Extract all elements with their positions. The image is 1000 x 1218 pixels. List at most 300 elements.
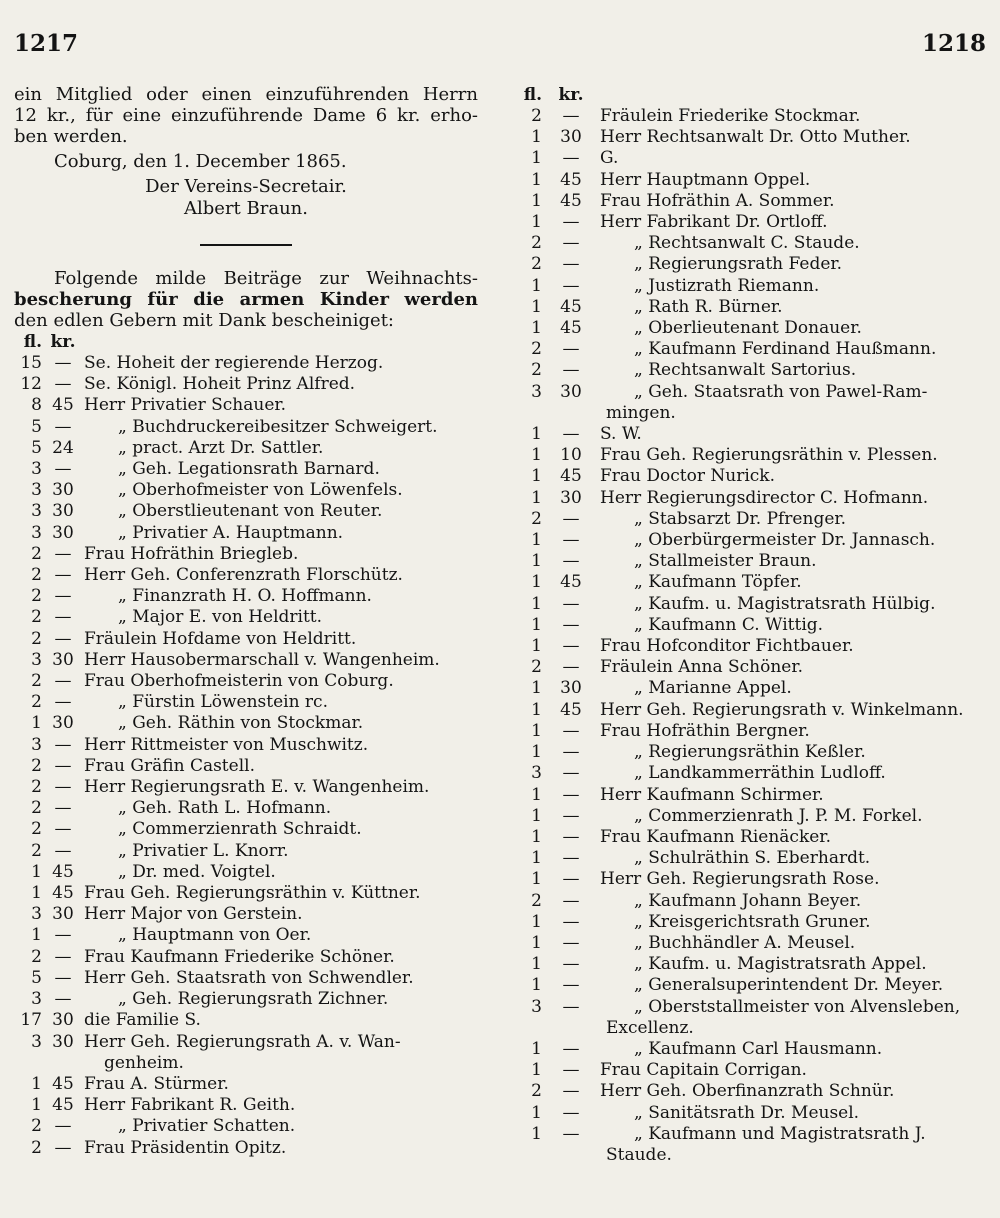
amount-fl: 1 bbox=[531, 424, 542, 445]
donor-name: Frau Präsidentin Opitz. bbox=[84, 1137, 287, 1158]
donation-entry bbox=[14, 862, 478, 883]
donation-entry bbox=[516, 891, 966, 912]
amount-fl: 2 bbox=[31, 1116, 42, 1137]
donor-name: „ Landkammerräthin Ludloff. bbox=[634, 763, 886, 784]
amount-fl: 1 bbox=[531, 614, 542, 635]
right-column bbox=[516, 84, 966, 1166]
donor-name: Herr Geh. Regierungsrath A. v. Wan- bbox=[84, 1031, 401, 1052]
donor-name: „ Kaufmann Johann Beyer. bbox=[634, 890, 862, 911]
amount-kr: — bbox=[562, 233, 580, 254]
amount-fl: 1 bbox=[531, 169, 542, 190]
donation-entry bbox=[14, 374, 478, 395]
amount-fl: 2 bbox=[531, 508, 542, 529]
donor-name: „ Buchhändler A. Meusel. bbox=[634, 932, 856, 953]
donor-name: „ Schulräthin S. Eberhardt. bbox=[634, 848, 871, 869]
amount-kr: 45 bbox=[52, 395, 74, 416]
donation-entry bbox=[14, 480, 478, 501]
amount-kr: — bbox=[562, 424, 580, 445]
amount-fl: 5 bbox=[31, 967, 42, 988]
donation-entry bbox=[516, 678, 966, 699]
donation-entry bbox=[14, 1010, 478, 1031]
amount-fl: 3 bbox=[31, 522, 42, 543]
donor-name-continuation: genheim. bbox=[104, 1052, 184, 1073]
amount-fl: 1 bbox=[531, 848, 542, 869]
donor-name: Herr Fabrikant Dr. Ortloff. bbox=[600, 212, 828, 233]
amount-kr: — bbox=[562, 911, 580, 932]
donor-name: Herr Hauptmann Oppel. bbox=[600, 169, 811, 190]
donor-name: Herr Regierungsrath E. v. Wangenheim. bbox=[84, 777, 430, 798]
donor-name: „ Major E. von Heldritt. bbox=[118, 607, 323, 628]
amount-kr: — bbox=[562, 869, 580, 890]
donor-name: „ Oberststallmeister von Alvensleben, bbox=[634, 996, 961, 1017]
amount-kr: — bbox=[562, 275, 580, 296]
donation-entry bbox=[14, 756, 478, 777]
donation-entry bbox=[14, 1116, 478, 1137]
donor-name: „ Buchdruckereibesitzer Schweigert. bbox=[118, 416, 438, 437]
amount-fl: 1 bbox=[531, 275, 542, 296]
notice-line: bescherung für die armen Kinder werden bbox=[14, 289, 478, 310]
amount-fl: 1 bbox=[531, 148, 542, 169]
donor-name: Herr Fabrikant R. Geith. bbox=[84, 1095, 296, 1116]
donation-entry bbox=[516, 148, 966, 169]
donation-entry bbox=[14, 1074, 478, 1095]
amount-kr: — bbox=[54, 1116, 72, 1137]
amount-kr: — bbox=[54, 353, 72, 373]
amount-fl: 1 bbox=[531, 805, 542, 826]
donor-name: „ Privatier L. Knorr. bbox=[118, 840, 289, 861]
amount-fl: 5 bbox=[31, 416, 42, 437]
donation-entry bbox=[14, 1032, 478, 1053]
donor-name: „ Stallmeister Braun. bbox=[634, 551, 817, 572]
donor-name: Herr Geh. Regierungsrath v. Winkelmann. bbox=[600, 699, 964, 720]
donor-name: Herr Geh. Staatsrath von Schwendler. bbox=[84, 967, 414, 988]
amount-kr: — bbox=[562, 339, 580, 360]
amount-fl: 2 bbox=[31, 586, 42, 607]
donation-entry bbox=[14, 565, 478, 586]
donor-name: „ Kaufmann Töpfer. bbox=[634, 572, 802, 593]
donation-entry bbox=[516, 785, 966, 806]
donation-entry bbox=[516, 1039, 966, 1060]
donor-name: Frau Hofräthin Bergner. bbox=[600, 720, 810, 741]
amount-kr: — bbox=[562, 106, 580, 126]
amount-kr: — bbox=[562, 1081, 580, 1102]
donation-entry bbox=[516, 1060, 966, 1081]
amount-fl: 2 bbox=[531, 254, 542, 275]
amount-fl: 15 bbox=[20, 353, 42, 373]
donor-name: „ Stabsarzt Dr. Pfrenger. bbox=[634, 508, 847, 529]
column-header bbox=[516, 84, 966, 106]
amount-kr: — bbox=[562, 975, 580, 996]
donor-name: Fräulein Friederike Stockmar. bbox=[600, 106, 861, 126]
amount-fl: 1 bbox=[531, 678, 542, 699]
donor-name-continuation: mingen. bbox=[606, 402, 676, 423]
amount-fl: 8 bbox=[31, 395, 42, 416]
donation-entry bbox=[516, 509, 966, 530]
amount-kr: — bbox=[562, 508, 580, 529]
amount-fl: 2 bbox=[31, 946, 42, 967]
amount-fl: 2 bbox=[31, 671, 42, 692]
donation-entry bbox=[14, 883, 478, 904]
donation-entry bbox=[14, 798, 478, 819]
amount-fl: 1 bbox=[531, 1102, 542, 1123]
donation-entry bbox=[516, 382, 966, 403]
donor-name: „ Kreisgerichtsrath Gruner. bbox=[634, 911, 871, 932]
donor-name: „ Kaufmann und Magistratsrath J. bbox=[634, 1123, 926, 1144]
donation-entry bbox=[516, 933, 966, 954]
donor-name: „ Regierungsrath Feder. bbox=[634, 254, 843, 275]
donation-entry bbox=[516, 912, 966, 933]
amount-kr: 30 bbox=[52, 522, 74, 543]
donation-entry bbox=[516, 488, 966, 509]
donor-name: „ Privatier A. Hauptmann. bbox=[118, 522, 344, 543]
donation-entry bbox=[516, 106, 966, 127]
donation-entry bbox=[14, 1095, 478, 1116]
amount-fl: 2 bbox=[31, 755, 42, 776]
amount-kr: 45 bbox=[52, 1073, 74, 1094]
amount-fl: 1 bbox=[31, 883, 42, 904]
donor-name: Frau Hofconditor Fichtbauer. bbox=[600, 636, 854, 657]
amount-fl: 1 bbox=[531, 742, 542, 763]
amount-fl: 3 bbox=[31, 734, 42, 755]
amount-kr: — bbox=[562, 212, 580, 233]
signature-name: Albert Braun. bbox=[184, 198, 308, 219]
amount-kr: 24 bbox=[52, 437, 74, 458]
donation-entry bbox=[516, 191, 966, 212]
amount-kr: — bbox=[54, 840, 72, 861]
amount-fl: 1 bbox=[531, 784, 542, 805]
donation-entry bbox=[14, 925, 478, 946]
donor-name: G. bbox=[600, 148, 619, 169]
donation-entry bbox=[516, 318, 966, 339]
donor-name: Herr Regierungsdirector C. Hofmann. bbox=[600, 487, 929, 508]
donor-name: „ Geh. Staatsrath von Pawel-Ram- bbox=[634, 381, 928, 402]
amount-fl: 17 bbox=[20, 1010, 42, 1031]
donation-entry bbox=[516, 721, 966, 742]
amount-kr: — bbox=[562, 360, 580, 381]
donor-name: „ Oberlieutenant Donauer. bbox=[634, 318, 862, 339]
donation-entry bbox=[14, 1138, 478, 1159]
amount-kr: — bbox=[562, 254, 580, 275]
donor-name: Frau A. Stürmer. bbox=[84, 1073, 229, 1094]
amount-fl: 1 bbox=[531, 445, 542, 466]
amount-kr: 30 bbox=[560, 127, 582, 148]
donor-name: Herr Rechtsanwalt Dr. Otto Muther. bbox=[600, 127, 911, 148]
amount-kr: — bbox=[54, 967, 72, 988]
amount-fl: 1 bbox=[531, 1038, 542, 1059]
amount-kr: — bbox=[562, 593, 580, 614]
amount-fl: 1 bbox=[531, 826, 542, 847]
amount-fl: 2 bbox=[31, 1137, 42, 1158]
amount-fl: 1 bbox=[531, 636, 542, 657]
amount-kr: 30 bbox=[52, 713, 74, 734]
amount-kr: — bbox=[562, 763, 580, 784]
right-donation-list bbox=[516, 106, 966, 1166]
amount-fl: 1 bbox=[531, 720, 542, 741]
donation-entry bbox=[516, 212, 966, 233]
amount-kr: — bbox=[54, 925, 72, 946]
donor-name: „ Fürstin Löwenstein rc. bbox=[118, 692, 328, 713]
amount-kr: — bbox=[562, 1038, 580, 1059]
separator-rule bbox=[200, 244, 292, 246]
donor-name: Herr Rittmeister von Muschwitz. bbox=[84, 734, 369, 755]
donor-name-continuation: Excellenz. bbox=[606, 1017, 694, 1038]
amount-kr: — bbox=[54, 671, 72, 692]
donation-entry bbox=[516, 276, 966, 297]
amount-kr: — bbox=[54, 692, 72, 713]
amount-kr: — bbox=[562, 1060, 580, 1081]
page-number-right: 1218 bbox=[921, 30, 986, 57]
amount-kr: 30 bbox=[52, 649, 74, 670]
amount-kr: 45 bbox=[560, 572, 582, 593]
amount-kr: 30 bbox=[52, 1010, 74, 1031]
donation-entry bbox=[14, 841, 478, 862]
amount-kr: — bbox=[54, 586, 72, 607]
donation-entry bbox=[14, 395, 478, 416]
amount-fl: 3 bbox=[31, 459, 42, 480]
amount-kr: 45 bbox=[560, 699, 582, 720]
amount-kr: 45 bbox=[52, 883, 74, 904]
fl-header: fl. bbox=[23, 332, 42, 352]
donor-name: Frau Kaufmann Rienäcker. bbox=[600, 826, 831, 847]
amount-kr: — bbox=[54, 459, 72, 480]
donor-name: „ Kaufmann C. Wittig. bbox=[634, 614, 824, 635]
donation-entry bbox=[516, 615, 966, 636]
amount-fl: 1 bbox=[531, 975, 542, 996]
amount-kr: — bbox=[562, 890, 580, 911]
donation-entry bbox=[516, 954, 966, 975]
amount-fl: 1 bbox=[531, 1123, 542, 1144]
donor-name: „ Finanzrath H. O. Hoffmann. bbox=[118, 586, 372, 607]
donation-entry bbox=[516, 445, 966, 466]
donor-name: Herr Geh. Oberfinanzrath Schnür. bbox=[600, 1081, 895, 1102]
amount-kr: 30 bbox=[52, 480, 74, 501]
donor-name: „ Kaufm. u. Magistratsrath Appel. bbox=[634, 954, 927, 975]
amount-kr: — bbox=[54, 416, 72, 437]
donation-entry bbox=[516, 424, 966, 445]
donor-name: „ Marianne Appel. bbox=[634, 678, 792, 699]
amount-fl: 1 bbox=[531, 911, 542, 932]
amount-kr: — bbox=[54, 543, 72, 564]
amount-fl: 3 bbox=[31, 480, 42, 501]
amount-kr: — bbox=[562, 805, 580, 826]
donation-entry bbox=[516, 848, 966, 869]
notice-line: Folgende milde Beiträge zur Weihnachts- bbox=[54, 268, 478, 289]
donation-entry bbox=[14, 650, 478, 671]
amount-fl: 3 bbox=[31, 501, 42, 522]
intro-line: 12 kr., für eine einzuführende Dame 6 kr. erho- bbox=[14, 105, 478, 126]
amount-fl: 1 bbox=[531, 127, 542, 148]
amount-kr: — bbox=[54, 777, 72, 798]
donor-name: die Familie S. bbox=[84, 1010, 201, 1031]
amount-fl: 1 bbox=[531, 593, 542, 614]
donor-name: „ Oberstlieutenant von Reuter. bbox=[118, 501, 383, 522]
donor-name: „ Oberbürgermeister Dr. Jannasch. bbox=[634, 530, 936, 551]
amount-fl: 1 bbox=[531, 190, 542, 211]
donation-entry bbox=[516, 975, 966, 996]
donor-name: „ Rechtsanwalt C. Staude. bbox=[634, 233, 860, 254]
donation-entry bbox=[516, 869, 966, 890]
donor-name: Frau Kaufmann Friederike Schöner. bbox=[84, 946, 395, 967]
amount-kr: — bbox=[54, 1137, 72, 1158]
kr-header: kr. bbox=[558, 85, 584, 105]
donation-entry bbox=[516, 572, 966, 593]
donation-entry bbox=[516, 742, 966, 763]
donor-name: „ Geh. Regierungsrath Zichner. bbox=[118, 989, 389, 1010]
donor-name: Herr Major von Gerstein. bbox=[84, 904, 303, 925]
donation-entry bbox=[14, 523, 478, 544]
donor-name: Herr Kaufmann Schirmer. bbox=[600, 784, 824, 805]
amount-fl: 1 bbox=[531, 954, 542, 975]
amount-kr: — bbox=[562, 720, 580, 741]
donation-entry bbox=[516, 297, 966, 318]
donor-name: Frau Hofräthin A. Sommer. bbox=[600, 190, 835, 211]
donation-entry bbox=[516, 657, 966, 678]
amount-fl: 1 bbox=[31, 925, 42, 946]
amount-fl: 5 bbox=[31, 437, 42, 458]
intro-line: ben werden. bbox=[14, 126, 128, 147]
donation-entry bbox=[14, 947, 478, 968]
donor-name: Frau Hofräthin Briegleb. bbox=[84, 543, 299, 564]
donor-name: „ pract. Arzt Dr. Sattler. bbox=[118, 437, 324, 458]
donation-entry bbox=[14, 735, 478, 756]
amount-fl: 2 bbox=[531, 657, 542, 678]
donor-name: Frau Geh. Regierungsräthin v. Plessen. bbox=[600, 445, 938, 466]
amount-fl: 1 bbox=[531, 1060, 542, 1081]
amount-kr: — bbox=[54, 819, 72, 840]
intro-line: ein Mitglied oder einen einzuführenden Herrn bbox=[14, 84, 478, 105]
donor-name: „ Dr. med. Voigtel. bbox=[118, 861, 276, 882]
amount-fl: 1 bbox=[31, 713, 42, 734]
amount-fl: 2 bbox=[531, 106, 542, 126]
donor-name: „ Rath R. Bürner. bbox=[634, 296, 783, 317]
donor-name: Herr Hausobermarschall v. Wangenheim. bbox=[84, 649, 440, 670]
kr-header: kr. bbox=[50, 332, 76, 352]
amount-fl: 1 bbox=[531, 699, 542, 720]
amount-kr: — bbox=[54, 565, 72, 586]
donation-entry bbox=[516, 997, 966, 1018]
donor-name: „ Commerzienrath J. P. M. Forkel. bbox=[634, 805, 923, 826]
donation-entry bbox=[14, 501, 478, 522]
amount-kr: 45 bbox=[560, 296, 582, 317]
amount-fl: 3 bbox=[31, 649, 42, 670]
donor-name: Se. Königl. Hoheit Prinz Alfred. bbox=[84, 374, 356, 395]
amount-kr: 30 bbox=[560, 678, 582, 699]
amount-fl: 1 bbox=[531, 487, 542, 508]
donor-name: „ Geh. Räthin von Stockmar. bbox=[118, 713, 364, 734]
amount-kr: — bbox=[562, 954, 580, 975]
amount-fl: 2 bbox=[31, 628, 42, 649]
amount-kr: — bbox=[562, 148, 580, 169]
amount-fl: 2 bbox=[531, 890, 542, 911]
amount-fl: 1 bbox=[531, 212, 542, 233]
donor-name: „ Geh. Legationsrath Barnard. bbox=[118, 459, 380, 480]
amount-fl: 1 bbox=[531, 869, 542, 890]
amount-kr: — bbox=[562, 742, 580, 763]
donor-name: „ Kaufmann Carl Hausmann. bbox=[634, 1038, 883, 1059]
donor-name: „ Rechtsanwalt Sartorius. bbox=[634, 360, 857, 381]
donor-name: „ Justizrath Riemann. bbox=[634, 275, 820, 296]
amount-kr: 45 bbox=[560, 190, 582, 211]
amount-fl: 3 bbox=[31, 989, 42, 1010]
donation-entry bbox=[14, 438, 478, 459]
donor-name: Herr Geh. Regierungsrath Rose. bbox=[600, 869, 880, 890]
donation-entry bbox=[516, 594, 966, 615]
donation-entry bbox=[516, 466, 966, 487]
amount-fl: 3 bbox=[31, 904, 42, 925]
amount-fl: 2 bbox=[31, 565, 42, 586]
amount-kr: — bbox=[562, 1102, 580, 1123]
donor-name: „ Sanitätsrath Dr. Meusel. bbox=[634, 1102, 860, 1123]
amount-kr: — bbox=[562, 1123, 580, 1144]
donation-entry bbox=[516, 339, 966, 360]
amount-kr: — bbox=[54, 628, 72, 649]
amount-fl: 2 bbox=[31, 819, 42, 840]
amount-kr: — bbox=[562, 636, 580, 657]
donation-entry bbox=[14, 671, 478, 692]
donor-name: „ Kaufm. u. Magistratsrath Hülbig. bbox=[634, 593, 936, 614]
donor-name-continuation: Staude. bbox=[606, 1144, 672, 1165]
amount-fl: 3 bbox=[531, 381, 542, 402]
amount-kr: 30 bbox=[52, 904, 74, 925]
donation-entry bbox=[14, 417, 478, 438]
donation-entry bbox=[14, 819, 478, 840]
donation-entry bbox=[516, 127, 966, 148]
donation-entry bbox=[14, 586, 478, 607]
donor-name: Se. Hoheit der regierende Herzog. bbox=[84, 353, 384, 373]
amount-kr: — bbox=[54, 755, 72, 776]
amount-kr: — bbox=[562, 614, 580, 635]
amount-kr: — bbox=[54, 607, 72, 628]
donor-name: Frau Oberhofmeisterin von Coburg. bbox=[84, 671, 394, 692]
donation-entry bbox=[516, 827, 966, 848]
amount-kr: — bbox=[562, 657, 580, 678]
donation-entry bbox=[516, 360, 966, 381]
donation-entry bbox=[14, 353, 478, 374]
donor-name: „ Commerzienrath Schraidt. bbox=[118, 819, 362, 840]
notice-line: den edlen Gebern mit Dank bescheiniget: bbox=[14, 310, 394, 331]
donation-entry bbox=[14, 692, 478, 713]
signature-role: Der Vereins-Secretair. bbox=[145, 176, 347, 197]
donation-entry bbox=[14, 607, 478, 628]
amount-fl: 3 bbox=[31, 1031, 42, 1052]
amount-fl: 2 bbox=[531, 339, 542, 360]
amount-fl: 2 bbox=[531, 233, 542, 254]
left-column bbox=[14, 84, 478, 1159]
fl-header: fl. bbox=[523, 85, 542, 105]
amount-fl: 1 bbox=[531, 932, 542, 953]
column-header bbox=[14, 331, 478, 353]
amount-fl: 2 bbox=[31, 607, 42, 628]
donor-name: „ Kaufmann Ferdinand Haußmann. bbox=[634, 339, 937, 360]
donation-entry bbox=[14, 904, 478, 925]
donation-entry bbox=[516, 763, 966, 784]
donation-entry bbox=[14, 713, 478, 734]
amount-kr: — bbox=[54, 734, 72, 755]
donation-entry bbox=[14, 777, 478, 798]
donation-entry bbox=[14, 968, 478, 989]
donation-entry bbox=[516, 233, 966, 254]
donation-entry bbox=[516, 806, 966, 827]
amount-kr: — bbox=[54, 798, 72, 819]
amount-fl: 3 bbox=[531, 996, 542, 1017]
amount-fl: 1 bbox=[531, 551, 542, 572]
donor-name: Herr Privatier Schauer. bbox=[84, 395, 287, 416]
donor-name: S. W. bbox=[600, 424, 642, 445]
donation-entry bbox=[516, 254, 966, 275]
donor-name: „ Regierungsräthin Keßler. bbox=[634, 742, 866, 763]
donor-name: Fräulein Anna Schöner. bbox=[600, 657, 804, 678]
amount-fl: 3 bbox=[531, 763, 542, 784]
